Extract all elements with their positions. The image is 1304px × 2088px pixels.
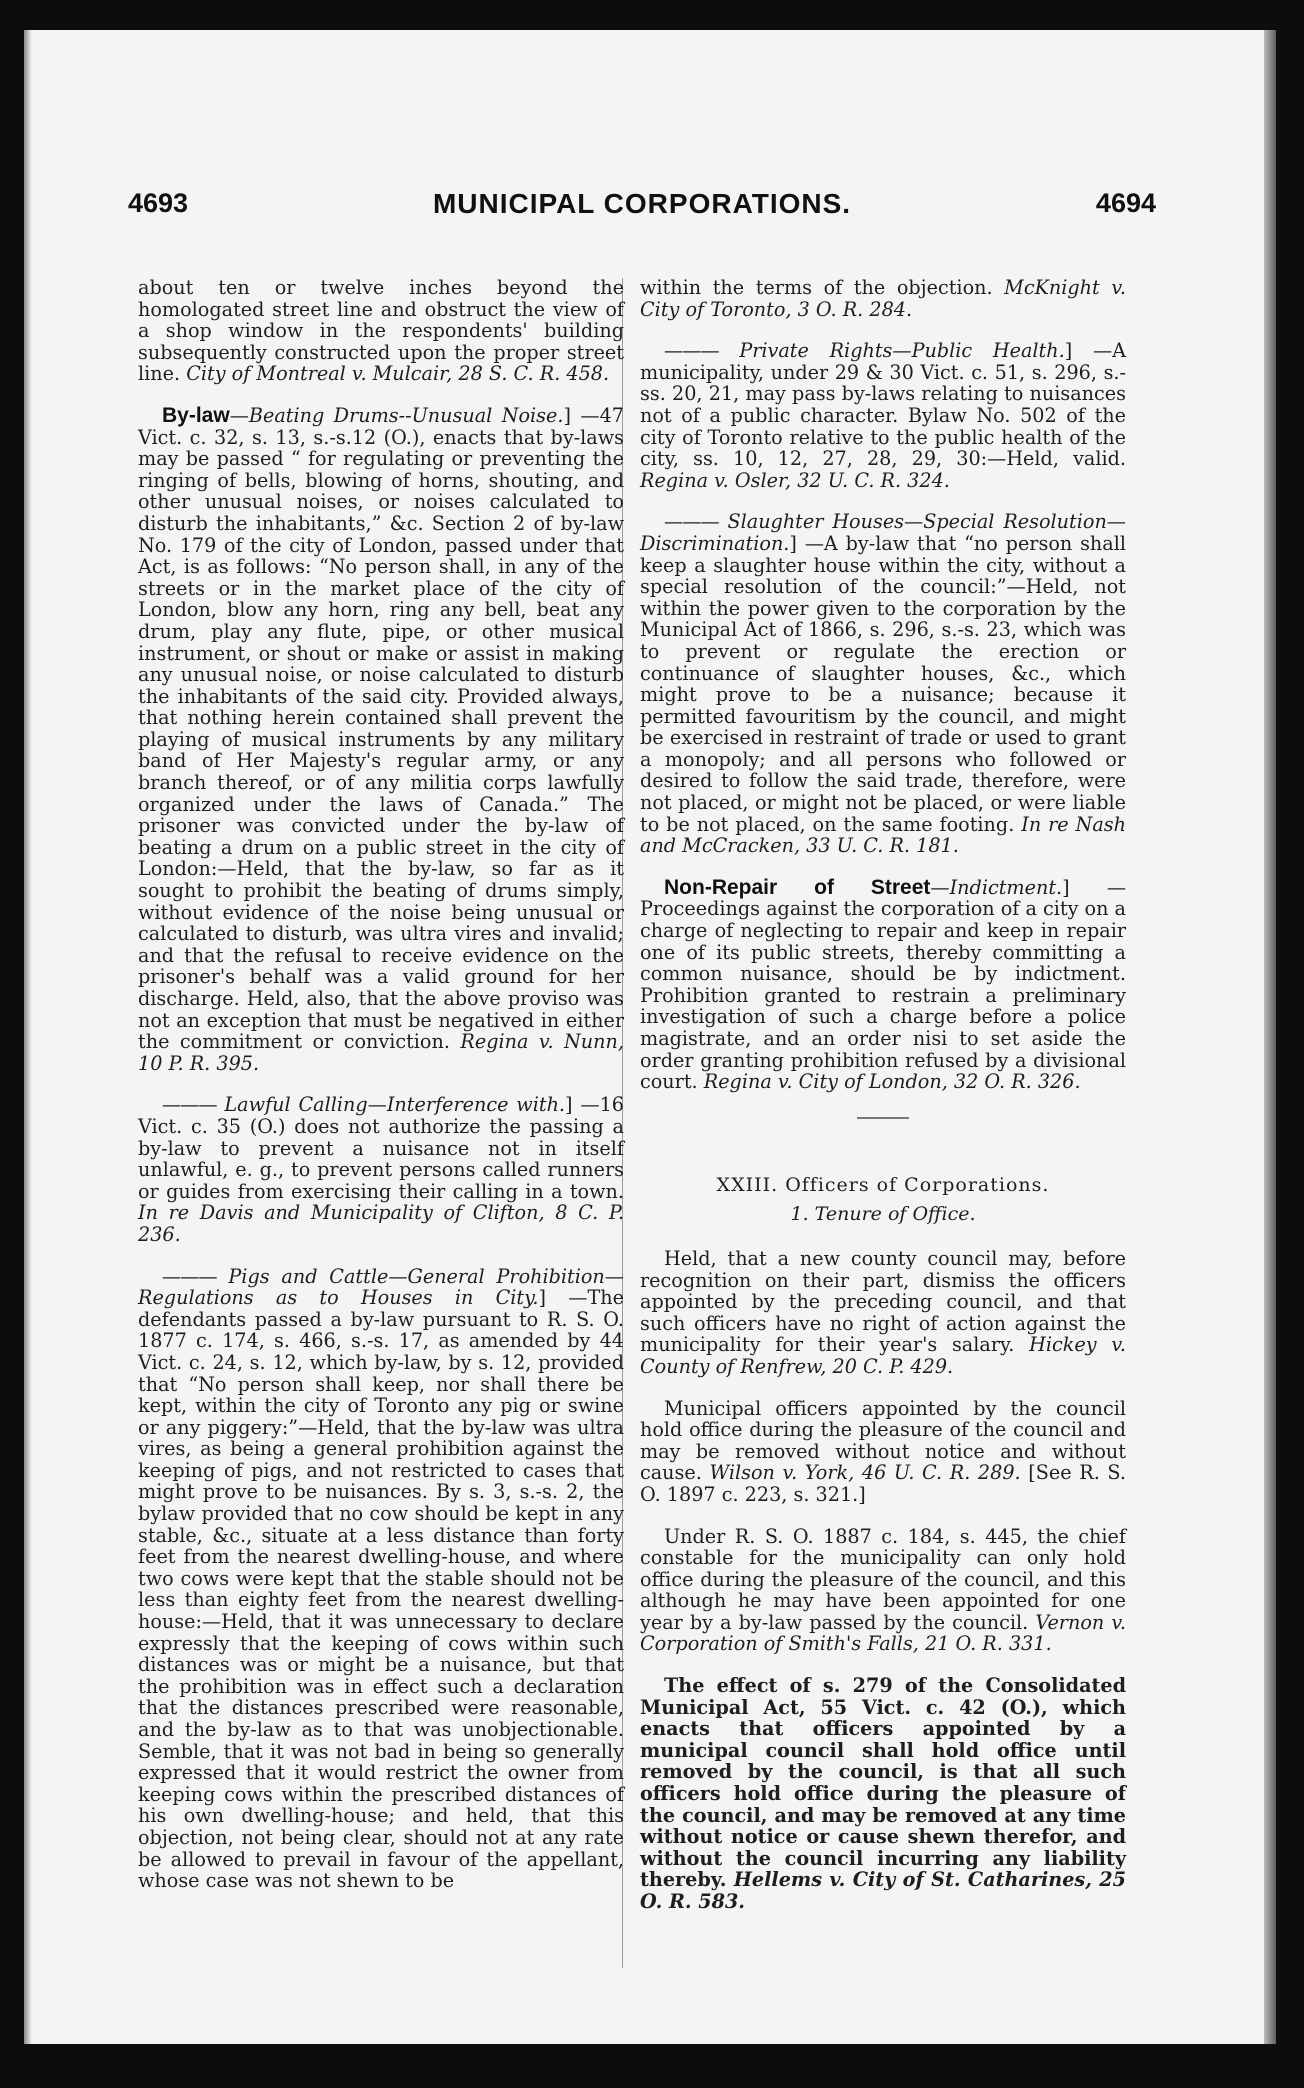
case-citation: City of Montreal v. Mulcair, 28 S. C. R. 458.	[186, 362, 610, 386]
entry-body: —A by-law that “no person shall keep a slaughter house within the city, without a special resolution of the council:”—Held, not within the power given to the corporation by the Municipal Act of 1866, s. 296, s.-s. 23, which was to prevent or regulate the erection or continuance of slaughter houses, &c., which might prove to be a nuisance; because it permitted favouritism by the council, and might be exercised in restraint of trade or used to grant a monopoly; and all persons who followed or desired to follow the said trade, therefore, were not placed, or might not be placed, or were liable to be not placed, on the same footing.	[640, 531, 1126, 836]
cross-reference: [See R. S. O. 1897 c. 223, s. 321.]	[640, 1461, 1126, 1506]
paragraph-chief-constable: Under R. S. O. 1887 c. 184, s. 445, the chief constable for the municipality can only hold office during the pleasure of the council, and this although he may have been appointed for one year by a by-law passed by the council. Vernon v. Corporation of Smith's Falls, 21 O. R. 331.	[640, 1524, 1126, 1656]
case-citation: Hellems v. City of St. Catharines, 25 O. R. 583.	[640, 1868, 1127, 1913]
page-edge	[1264, 30, 1276, 2044]
paragraph-continuation: within the terms of the objection. McKnight v. City of Toronto, 3 O. R. 284.	[640, 276, 1126, 321]
entry-subheading: Indictment.	[949, 875, 1063, 899]
section-rule	[857, 1117, 909, 1119]
case-citation: In re Nash and McCracken, 33 U. C. R. 181.	[640, 812, 1126, 858]
case-citation: McKnight v. City of Toronto, 3 O. R. 284.	[640, 276, 1126, 321]
case-citation: Regina v. City of London, 32 O. R. 326.	[703, 1070, 1081, 1094]
entry-body: —A municipality, under 29 & 30 Vict. c. 51, s. 296, s.-ss. 20, 21, may pass by-laws relating to nuisances not of a public character. Bylaw No. 502 of the city of Toronto relative to the public health of the city, ss. 10, 12, 27, 28, 29, 30:—Held, valid.	[640, 339, 1126, 471]
running-title: MUNICIPAL CORPORATIONS.	[432, 188, 852, 219]
left-column	[138, 277, 624, 1912]
case-citation: Wilson v. York, 46 U. C. R. 289.	[709, 1461, 1021, 1485]
book-page	[24, 30, 1276, 2044]
entry-body: —16 Vict. c. 35 (O.) does not authorize the passing a by-law to prevent a nuisance not in itself unlawful, e. g., to prevent persons called runners or guides from exercising their calling in a town.	[138, 1093, 624, 1203]
entry-subheading: Lawful Calling—Interference with.	[224, 1093, 566, 1117]
entry-heading: By-law	[162, 403, 230, 427]
case-citation: Vernon v. Corporation of Smith's Falls, 21 O. R. 331.	[640, 1610, 1126, 1656]
page-number-left: 4693	[128, 188, 189, 218]
case-citation: Regina v. Osler, 32 U. C. R. 324.	[640, 468, 950, 492]
right-column	[640, 277, 1126, 1933]
paragraph-pleasure-of-council: Municipal officers appointed by the council hold office during the pleasure of the council and may be removed without notice and without cause. Wilson v. York, 46 U. C. R. 289. [See R. S. O. 1897 c. 223, s. 321.]	[640, 1396, 1126, 1506]
page-gutter	[24, 30, 32, 2044]
case-citation: In re Davis and Municipality of Clifton, 8 C. P. 236.	[138, 1201, 624, 1246]
subsection-title: 1. Tenure of Office.	[790, 1203, 976, 1226]
section-title: XXIII. Officers of Corporations.	[716, 1173, 1050, 1196]
paragraph-new-council: Held, that a new county council may, before recognition on their part, dismiss the officers appointed by the preceding council, and that such officers have no right of action against the municipality for their year's salary. Hickey v. County of Renfrew, 20 C. P. 429.	[640, 1246, 1127, 1378]
paragraph-consolidated-act: The effect of s. 279 of the Consolidated Municipal Act, 55 Vict. c. 42 (O.), which enacts that officers appointed by a municipal council shall hold office until removed by the council, is that all such officers hold office during the pleasure of the council, and may be removed at any time without notice or cause shewn therefor, and without the council incurring any liability thereby. Hellems v. City of St. Catharines, 25 O. R. 583.	[640, 1674, 1127, 1913]
entry-body: —Proceedings against the corporation of a city on a charge of neglecting to repair and keep in repair one of its public streets, thereby committing a common nuisance, should be by indictment. Prohibition granted to restrain a preliminary investigation of such a charge before a police magistrate, and an order nisi to set aside the order granting prohibition refused by a divisional court.	[640, 875, 1127, 1094]
paragraph-continuation: about ten or twelve inches beyond the homologated street line and obstruct the view of a shop window in the respondents' building subsequently constructed upon the proper street line. City of Montreal v. Mulcair, 28 S. C. R. 458.	[138, 276, 624, 386]
repeat-dash: ———	[162, 1264, 217, 1288]
entry-lawful-calling: ——— Lawful Calling—Interference with.] —16 Vict. c. 35 (O.) does not authorize the passing a by-law to prevent a nuisance not in itself unlawful, e. g., to prevent persons called runners or guides from exercising their calling in a town. In re Davis and Municipality of Clifton, 8 C. P. 236.	[138, 1093, 624, 1246]
repeat-dash: ———	[664, 510, 719, 534]
entry-slaughter-houses: ——— Slaughter Houses—Special Resolution—Discrimination.] —A by-law that “no person shall keep a slaughter house within the city, without a special resolution of the council:”—Held, not within the power given to the corporation by the Municipal Act of 1866, s. 296, s.-s. 23, which was to prevent or regulate the erection or continuance of slaughter houses, &c., which might prove to be a nuisance; because it permitted favouritism by the council, and might be exercised in restraint of trade or used to grant a monopoly; and all persons who followed or desired to follow the said trade, therefore, were not placed, or might not be placed, or were liable to be not placed, on the same footing. In re Nash and McCracken, 33 U. C. R. 181.	[640, 510, 1126, 858]
entry-non-repair: Non-Repair of Street—Indictment.] —Proceedings against the corporation of a city on a charge of neglecting to repair and keep in repair one of its public streets, thereby committing a common nuisance, should be by indictment. Prohibition granted to restrain a preliminary investigation of such a charge before a police magistrate, and an order nisi to set aside the order granting prohibition refused by a divisional court. Regina v. City of London, 32 O. R. 326.	[640, 875, 1127, 1094]
repeat-dash: ———	[664, 339, 719, 363]
entry-body: —47 Vict. c. 32, s. 13, s.-s.12 (O.), enacts that by-laws may be passed “ for regulating or preventing the ringing of bells, blowing of horns, shouting, and other unusual noises, or noises calculated to disturb the inhabitants,” &c. Section 2 of by-law No. 179 of the city of London, passed under that Act, is as follows: “No person shall, in any of the streets or in the market place of the city of London, blow any horn, ring any bell, beat any drum, play any flute, pipe, or other musical instrument, or shout or make or assist in making any unusual noise, or noise calculated to disturb the inhabitants of the said city. Provided always, that nothing herein contained shall prevent the playing of musical instruments by any military band of Her Majesty's regular army, or any branch thereof, or of any militia corps lawfully organized under the laws of Canada.” The prisoner was convicted under the by-law of beating a drum on a public street in the city of London:—Held, that the by-law, so far as it sought to prohibit the beating of drums simply, without evidence of the noise being unusual or calculated to disturb, was ultra vires and invalid; and that the refusal to receive evidence on the prisoner's behalf was a valid ground for her discharge. Held, also, that the above proviso was not an exception that must be negatived in either the commitment or conviction.	[138, 403, 624, 1054]
entry-bylaw: By-law—Beating Drums--Unusual Noise.] —47 Vict. c. 32, s. 13, s.-s.12 (O.), enacts that by-laws may be passed “ for regulating or preventing the ringing of bells, blowing of horns, shouting, and other unusual noises, or noises calculated to disturb the inhabitants,” &c. Section 2 of by-law No. 179 of the city of London, passed under that Act, is as follows: “No person shall, in any of the streets or in the market place of the city of London, blow any horn, ring any bell, beat any drum, play any flute, pipe, or other musical instrument, or shout or make or assist in making any unusual noise, or noise calculated to disturb the inhabitants of the said city. Provided always, that nothing herein contained shall prevent the playing of musical instruments by any military band of Her Majesty's regular army, or any branch thereof, or of any militia corps lawfully organized under the laws of Canada.” The prisoner was convicted under the by-law of beating a drum on a public street in the city of London:—Held, that the by-law, so far as it sought to prohibit the beating of drums simply, without evidence of the noise being unusual or calculated to disturb, was ultra vires and invalid; and that the refusal to receive evidence on the prisoner's behalf was a valid ground for her discharge. Held, also, that the above proviso was not an exception that must be negatived in either the commitment or conviction. Regina v. Nunn, 10 P. R. 395.	[138, 403, 624, 1075]
entry-body: —The defendants passed a by-law pursuant to R. S. O. 1877 c. 174, s. 466, s.-s. 17, as amended by 44 Vict. c. 24, s. 12, which by-law, by s. 12, provided that “No person shall keep, nor shall there be kept, within the city of Toronto any pig or swine or any piggery:”—Held, that the by-law was ultra vires, as being a general prohibition against the keeping of pigs, and not restricted to cases that might prove to be nuisances. By s. 3, s.-s. 2, the bylaw provided that no cow should be kept in any stable, &c., situate at a less distance than forty feet from the nearest dwelling-house, and where two cows were kept that the stable should not be less than eighty feet from the nearest dwelling-house:—Held, that it was unnecessary to declare expressly that the keeping of cows within such distances was or might be a nuisance, but that the prohibition was in effect such a declaration that the distances prescribed were reasonable, and the by-law as to that was unobjectionable. Semble, that it was not bad in being so generally expressed that it would restrict the owner from keeping cows within the prescribed distances of his own dwelling-house; and held, that this objection, not being clear, should not at any rate be allowed to prevail in favour of the appellant, whose case was not shewn to be	[138, 1286, 624, 1893]
entry-subheading: Slaughter Houses—Special Resolution—Discrimination.	[640, 510, 1126, 555]
page-number-right: 4694	[1095, 188, 1156, 218]
case-citation: Regina v. Nunn, 10 P. R. 395.	[138, 1030, 624, 1075]
entry-heading: Non-Repair of Street	[664, 875, 931, 899]
entry-subheading: Beating Drums--Unusual Noise.	[248, 403, 564, 427]
entry-subheading: Private Rights—Public Health.	[739, 339, 1065, 363]
entry-subheading: Pigs and Cattle—General Prohibition—Regulations as to Houses in City.	[138, 1264, 624, 1310]
entry-private-rights: ——— Private Rights—Public Health.] —A municipality, under 29 & 30 Vict. c. 51, s. 296, s.-ss. 20, 21, may pass by-laws relating to nuisances not of a public character. Bylaw No. 502 of the city of Toronto relative to the public health of the city, ss. 10, 12, 27, 28, 29, 30:—Held, valid. Regina v. Osler, 32 U. C. R. 324.	[640, 339, 1126, 492]
entry-pigs-cattle: ——— Pigs and Cattle—General Prohibition—Regulations as to Houses in City.] —The defendants passed a by-law pursuant to R. S. O. 1877 c. 174, s. 466, s.-s. 17, as amended by 44 Vict. c. 24, s. 12, which by-law, by s. 12, provided that “No person shall keep, nor shall there be kept, within the city of Toronto any pig or swine or any piggery:”—Held, that the by-law was ultra vires, as being a general prohibition against the keeping of pigs, and not restricted to cases that might prove to be nuisances. By s. 3, s.-s. 2, the bylaw provided that no cow should be kept in any stable, &c., situate at a less distance than forty feet from the nearest dwelling-house, and where two cows were kept that the stable should not be less than eighty feet from the nearest dwelling-house:—Held, that it was unnecessary to declare expressly that the keeping of cows within such distances was or might be a nuisance, but that the prohibition was in effect such a declaration that the distances prescribed were reasonable, and the by-law as to that was unobjectionable. Semble, that it was not bad in being so generally expressed that it would restrict the owner from keeping cows within the prescribed distances of his own dwelling-house; and held, that this objection, not being clear, should not at any rate be allowed to prevail in favour of the appellant, whose case was not shewn to be	[138, 1264, 624, 1893]
case-citation: Hickey v. County of Renfrew, 20 C. P. 429.	[640, 1333, 1127, 1378]
repeat-dash: ———	[162, 1093, 217, 1117]
running-header	[128, 188, 1156, 228]
